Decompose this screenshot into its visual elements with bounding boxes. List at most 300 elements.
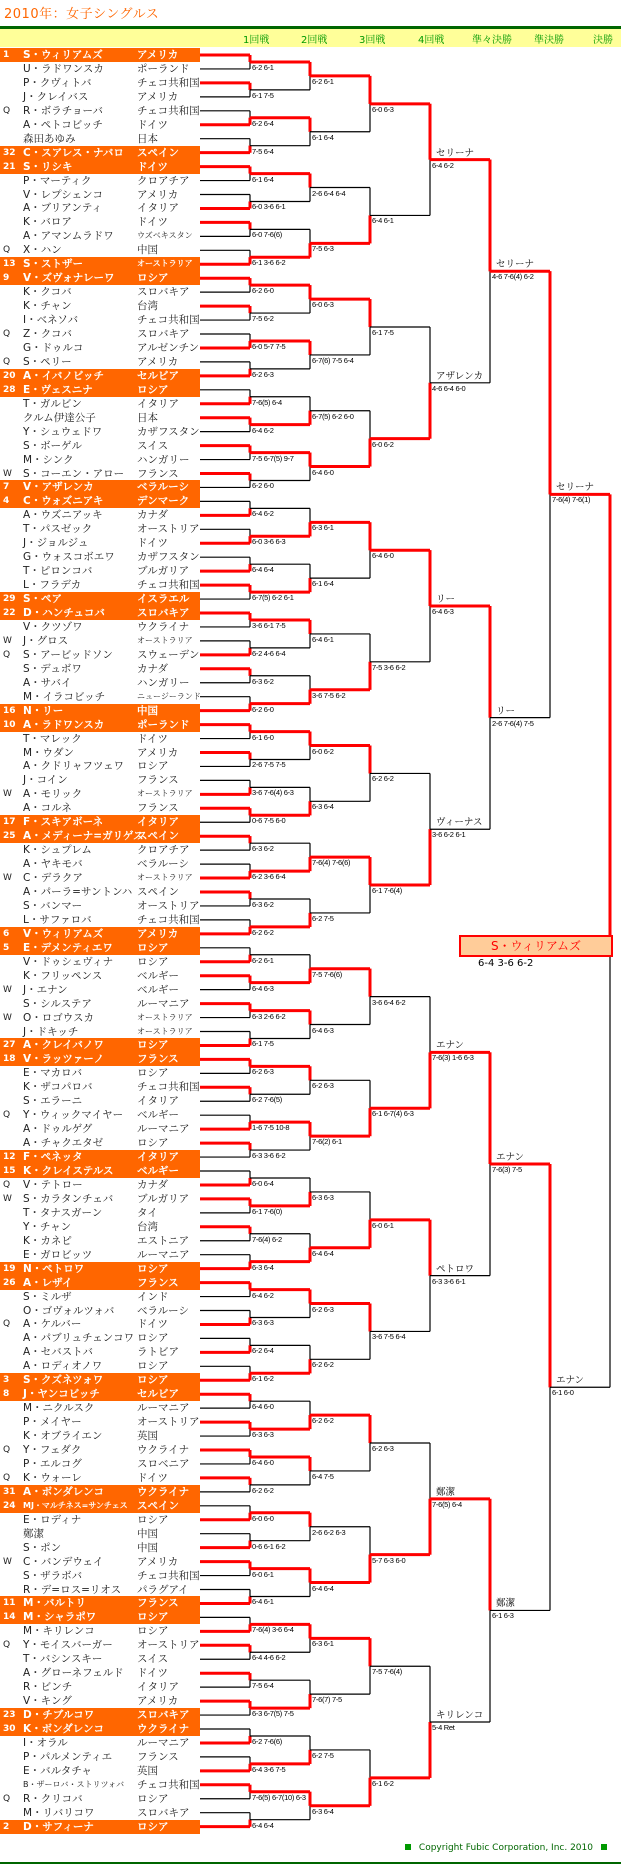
player-name: R・ビンチ bbox=[23, 1681, 73, 1694]
player-country: ルーマニア bbox=[137, 997, 190, 1010]
match-score: 2-6 6-2 6-3 bbox=[312, 1527, 346, 1537]
seed-label: Q bbox=[3, 1179, 11, 1190]
match-score: 6-1 6-2 bbox=[252, 1374, 274, 1384]
match-score: 7-5 6-2 bbox=[252, 314, 274, 324]
player-name: S・ストザー bbox=[23, 258, 84, 271]
player-name: P・メイヤー bbox=[23, 1416, 82, 1429]
player-country: デンマーク bbox=[137, 495, 190, 508]
match-score: 6-3 6-1 bbox=[312, 523, 334, 533]
final-score: 6-4 3-6 6-2 bbox=[478, 958, 534, 969]
match-score: 6-2 6-1 bbox=[252, 955, 274, 965]
player-country: アメリカ bbox=[137, 49, 179, 61]
player-country: オーストリア bbox=[137, 899, 200, 912]
round-label: 1回戦 bbox=[243, 35, 270, 46]
player-country: アメリカ bbox=[137, 746, 179, 759]
seed-label: 4 bbox=[3, 496, 10, 507]
player-name: K・ウォーレ bbox=[23, 1471, 82, 1484]
player-name: M・バルトリ bbox=[23, 1597, 86, 1610]
player-country: スロバキア bbox=[137, 1709, 190, 1722]
seed-label: Q bbox=[3, 649, 11, 660]
match-score: 6-0 6-1 bbox=[252, 1569, 274, 1579]
match-score: 2-6 6-4 6-4 bbox=[312, 188, 346, 198]
player-country: ウクライナ bbox=[137, 1444, 190, 1456]
player-name: Y・ウィックマイヤー bbox=[23, 1109, 124, 1122]
player-country: ロシア bbox=[137, 1360, 169, 1373]
match-score: 6-3 6-3 bbox=[252, 1318, 274, 1328]
player-name: S・ポン bbox=[23, 1541, 62, 1554]
seed-label: 30 bbox=[3, 1724, 16, 1734]
player-country: カナダ bbox=[137, 662, 168, 675]
player-country: ルーマニア bbox=[137, 1402, 190, 1415]
match-score: 7-6(4) 7-6(1) bbox=[552, 495, 591, 505]
player-name: P・パルメンティエ bbox=[23, 1750, 113, 1763]
player-country: スウェーデン bbox=[137, 648, 200, 661]
match-winner: 鄭潔 bbox=[436, 1486, 456, 1498]
match-score: 3-6 7-5 6-2 bbox=[312, 690, 346, 700]
match-score: 6-4 6-4 bbox=[252, 1820, 274, 1830]
player-name: T・バシンスキー bbox=[23, 1653, 103, 1666]
player-country: ドイツ bbox=[137, 216, 168, 229]
player-country: ロシア bbox=[137, 272, 169, 285]
match-score: 7-6(4) 6-2 bbox=[252, 1234, 282, 1244]
player-country: ポーランド bbox=[137, 718, 190, 731]
player-country: イタリア bbox=[137, 1151, 179, 1164]
player-name: S・ペア bbox=[23, 593, 63, 606]
player-country: ウクライナ bbox=[137, 1485, 190, 1498]
player-country: ロシア bbox=[137, 1792, 169, 1805]
match-score: 6-1 7-6(0) bbox=[252, 1206, 282, 1216]
seed-label: 31 bbox=[3, 1486, 16, 1497]
player-name: A・ケルバー bbox=[23, 1318, 82, 1331]
match-winner: セリーナ bbox=[496, 259, 535, 271]
player-country: 中国 bbox=[137, 1541, 158, 1554]
player-country: ロシア bbox=[137, 1611, 169, 1624]
player-name: J・ジョルジュ bbox=[23, 537, 89, 550]
player-country: アメリカ bbox=[137, 1555, 179, 1568]
match-score: 6-0 5-7 7-5 bbox=[252, 341, 286, 351]
match-score: 7-6(7) 7-5 bbox=[312, 1695, 342, 1705]
player-country: アルゼンチン bbox=[137, 341, 200, 354]
player-name: V・ドゥシェヴィナ bbox=[23, 955, 114, 968]
player-country: ポーランド bbox=[137, 62, 190, 75]
player-name: L・サファロバ bbox=[23, 913, 92, 926]
player-name: 森田あゆみ bbox=[23, 132, 76, 145]
player-country: ロシア bbox=[137, 941, 169, 954]
round-label: 準決勝 bbox=[534, 35, 564, 46]
seed-label: 23 bbox=[3, 1710, 16, 1721]
player-country: ハンガリー bbox=[137, 676, 190, 689]
player-name: A・ラドワンスカ bbox=[23, 718, 105, 731]
player-country: オーストラリア bbox=[137, 259, 193, 269]
player-country: ルーマニア bbox=[137, 1123, 190, 1136]
match-score: 6-7(6) 7-5 6-4 bbox=[312, 355, 354, 365]
match-score: 6-3 6-3 bbox=[312, 1192, 334, 1202]
player-name: T・タナスガーン bbox=[23, 1206, 103, 1219]
seed-label: W bbox=[3, 873, 12, 884]
player-country: ロシア bbox=[137, 1262, 169, 1275]
player-name: A・ヤキモバ bbox=[23, 858, 83, 871]
player-country: スペイン bbox=[137, 830, 179, 843]
match-score: 6-2 6-2 bbox=[312, 1416, 334, 1426]
match-score: 6-0 6-4 bbox=[252, 1178, 274, 1188]
player-country: ロシア bbox=[137, 1137, 169, 1150]
player-country: イタリア bbox=[137, 397, 179, 410]
match-score: 6-0 7-6(6) bbox=[252, 230, 282, 240]
player-country: カザフスタン bbox=[137, 425, 200, 438]
player-country: ロシア bbox=[137, 1067, 169, 1080]
player-country: ロシア bbox=[137, 1820, 169, 1833]
player-name: S・ペリー bbox=[23, 355, 72, 368]
seed-label: Q bbox=[3, 1640, 11, 1651]
seed-label: W bbox=[3, 1556, 12, 1567]
seed-label: W bbox=[3, 468, 12, 479]
player-name: I・オラル bbox=[23, 1736, 68, 1749]
player-country: オーストリア bbox=[137, 1639, 200, 1652]
player-country: チェコ共和国 bbox=[137, 1081, 200, 1094]
player-country: ウクライナ bbox=[137, 620, 190, 633]
player-country: スペイン bbox=[137, 146, 179, 159]
match-score: 6-2 6-1 bbox=[312, 76, 334, 86]
player-country: イタリア bbox=[137, 816, 179, 829]
player-name: A・クレイバノワ bbox=[23, 1039, 104, 1052]
player-name: K・オブライエン bbox=[23, 1430, 103, 1443]
player-name: K・クコバ bbox=[23, 286, 72, 299]
match-score: 7-6(4) 3-6 6-4 bbox=[252, 1625, 294, 1635]
player-name: S・コーエン・アロー bbox=[23, 467, 125, 480]
seed-label: 29 bbox=[3, 594, 16, 605]
seed-label: 27 bbox=[3, 1040, 16, 1051]
player-name: D・サフィーナ bbox=[23, 1820, 94, 1833]
player-name: M・イラコビッチ bbox=[23, 690, 106, 703]
seed-label: 5 bbox=[3, 942, 10, 953]
match-winner: ペトロワ bbox=[436, 1263, 475, 1275]
seed-label: Q bbox=[3, 1445, 11, 1455]
player-country: フランス bbox=[137, 1276, 179, 1289]
player-name: D・ハンチュコバ bbox=[23, 607, 105, 619]
player-name: E・マカロバ bbox=[23, 1067, 83, 1080]
match-score: 6-3 6-2 bbox=[252, 844, 274, 854]
player-name: A・クドリャフツェワ bbox=[23, 760, 124, 773]
seed-label: 2 bbox=[3, 1821, 10, 1832]
player-name: V・キング bbox=[23, 1695, 72, 1708]
match-winner: ヴィーナス bbox=[436, 817, 483, 829]
player-country: ロシア bbox=[137, 1513, 169, 1526]
player-name: T・ガルビン bbox=[23, 397, 82, 410]
player-country: チェコ共和国 bbox=[137, 1778, 200, 1791]
player-country: オーストラリア bbox=[137, 789, 193, 799]
match-score: 7-6(3) 7-5 bbox=[492, 1165, 522, 1175]
match-score: 1-6 7-5 10-8 bbox=[252, 1123, 290, 1133]
match-score: 6-3 6-3 bbox=[252, 1430, 274, 1440]
match-score: 6-4 6-1 bbox=[372, 216, 394, 226]
player-country: ロシア bbox=[137, 1332, 169, 1345]
champion-box: S・ウィリアムズ bbox=[459, 935, 613, 957]
match-score: 6-2 6-2 bbox=[252, 927, 274, 937]
seed-label: 21 bbox=[3, 161, 16, 172]
player-country: チェコ共和国 bbox=[137, 314, 200, 327]
seed-label: 7 bbox=[3, 482, 10, 493]
player-country: スロバキア bbox=[137, 1806, 190, 1819]
player-country: ベラルーシ bbox=[137, 481, 189, 494]
player-country: ベラルーシ bbox=[137, 858, 189, 871]
match-score: 6-4 6-2 bbox=[432, 160, 454, 170]
match-winner: アザレンカ bbox=[436, 370, 484, 382]
seed-label: 11 bbox=[3, 1598, 16, 1609]
match-score: 6-2 6-3 bbox=[252, 369, 274, 379]
match-score: 6-0 6-0 bbox=[252, 1513, 274, 1523]
player-name: A・イバノビッチ bbox=[23, 369, 104, 382]
seed-label: 3 bbox=[3, 1375, 10, 1386]
match-score: 6-4 6-3 bbox=[432, 607, 454, 617]
match-score: 6-1 7-6(4) bbox=[372, 886, 402, 896]
player-country: ベルギー bbox=[137, 983, 179, 996]
match-score: 6-4 4-6 6-2 bbox=[252, 1653, 286, 1663]
player-name: M・キリレンコ bbox=[23, 1625, 95, 1638]
seed-label: Q bbox=[3, 245, 11, 256]
player-name: S・ボーゲル bbox=[23, 439, 82, 452]
player-country: 中国 bbox=[137, 1527, 158, 1540]
match-score: 6-4 6-2 bbox=[252, 1290, 274, 1300]
player-country: ロシア bbox=[137, 955, 169, 968]
match-score: 6-3 6-4 bbox=[312, 1806, 334, 1816]
player-name: S・カラタンチェバ bbox=[23, 1192, 114, 1205]
square-bullet-icon bbox=[405, 1844, 411, 1850]
match-score: 6-4 6-0 bbox=[312, 467, 334, 477]
match-score: 6-3 6-4 bbox=[252, 1262, 274, 1272]
match-score: 6-2 6-3 bbox=[312, 1081, 334, 1091]
player-country: スロバキア bbox=[137, 328, 190, 340]
player-country: イタリア bbox=[137, 202, 179, 215]
player-name: B・ザーロバ・ストリツォバ bbox=[23, 1779, 125, 1789]
seed-label: 9 bbox=[3, 273, 10, 284]
player-name: C・スアレス・ナバロ bbox=[23, 146, 124, 159]
match-score: 7-5 6-4 bbox=[252, 146, 274, 156]
player-country: タイ bbox=[137, 1206, 158, 1219]
match-score: 6-2 7-6(5) bbox=[252, 1095, 282, 1105]
match-score: 6-2 7-6(6) bbox=[252, 1736, 282, 1746]
match-score: 6-4 3-6 7-5 bbox=[252, 1764, 286, 1774]
player-name: P・クヴィトバ bbox=[23, 76, 92, 89]
match-score: 6-2 6-0 bbox=[252, 286, 274, 296]
seed-label: W bbox=[3, 1012, 12, 1023]
player-name: A・ブリアンティ bbox=[23, 202, 103, 215]
player-country: 中国 bbox=[137, 244, 158, 257]
match-score: 6-4 6-0 bbox=[252, 1402, 274, 1412]
player-name: J・ドキッチ bbox=[23, 1025, 79, 1038]
match-winner: セリーナ bbox=[556, 482, 595, 494]
player-name: クルム伊達公子 bbox=[23, 411, 96, 424]
player-country: カナダ bbox=[137, 509, 168, 522]
player-name: S・エラーニ bbox=[23, 1095, 83, 1108]
match-score: 7-6(5) 6-4 bbox=[252, 397, 282, 407]
player-country: チェコ共和国 bbox=[137, 579, 200, 592]
player-country: アメリカ bbox=[137, 355, 179, 368]
player-name: V・ウィリアムズ bbox=[23, 927, 104, 940]
player-country: 日本 bbox=[137, 132, 158, 145]
player-country: ルーマニア bbox=[137, 1736, 190, 1749]
player-country: イタリア bbox=[137, 1681, 179, 1694]
player-country: オーストラリア bbox=[137, 635, 193, 645]
player-country: オーストラリア bbox=[137, 1012, 193, 1022]
player-name: I・ベネソバ bbox=[23, 314, 79, 327]
player-name: M・リバリコワ bbox=[23, 1806, 95, 1819]
player-name: A・レザイ bbox=[23, 1276, 73, 1289]
match-score: 6-1 6-4 bbox=[312, 132, 334, 142]
seed-label: Q bbox=[3, 105, 11, 116]
player-name: J・エナン bbox=[23, 983, 68, 996]
player-country: ロシア bbox=[137, 760, 169, 773]
match-winner: エナン bbox=[556, 1375, 585, 1387]
seed-label: 28 bbox=[3, 384, 16, 395]
player-name: Z・クコバ bbox=[23, 328, 72, 340]
match-winner: リー bbox=[436, 594, 456, 606]
player-name: A・ドゥルゲグ bbox=[23, 1123, 93, 1136]
player-country: イタリア bbox=[137, 1095, 179, 1108]
match-score: 6-4 6-0 bbox=[252, 1457, 274, 1467]
player-name: N・リー bbox=[23, 704, 64, 717]
match-score: 0-6 7-5 6-0 bbox=[252, 816, 286, 826]
player-name: M・シンク bbox=[23, 453, 74, 466]
match-score: 6-2 6-2 bbox=[372, 774, 394, 784]
seed-label: Q bbox=[3, 1319, 11, 1330]
player-name: A・モリック bbox=[23, 788, 83, 801]
player-name: A・ウズニアッキ bbox=[23, 509, 103, 522]
player-name: R・クリコバ bbox=[23, 1792, 83, 1805]
player-country: チェコ共和国 bbox=[137, 104, 200, 117]
player-country: ドイツ bbox=[137, 732, 168, 745]
match-score: 6-2 6-4 bbox=[252, 1346, 274, 1356]
player-name: E・バルタチャ bbox=[23, 1764, 92, 1777]
player-name: F・ペネッタ bbox=[23, 1151, 83, 1164]
bottom-divider bbox=[0, 1862, 621, 1864]
player-name: Y・モイスバーガー bbox=[23, 1639, 113, 1652]
player-name: A・コルネ bbox=[23, 802, 72, 815]
round-label: 準々決勝 bbox=[472, 35, 512, 46]
player-name: S・デュボワ bbox=[23, 662, 82, 675]
match-score: 6-3 6-2 bbox=[252, 676, 274, 686]
match-score: 6-4 7-5 bbox=[312, 1471, 334, 1481]
player-country: フランス bbox=[137, 467, 179, 480]
player-country: ベラルーシ bbox=[137, 1304, 189, 1317]
match-score: 6-1 3-6 6-2 bbox=[252, 258, 286, 268]
player-country: フランス bbox=[137, 1750, 179, 1763]
seed-label: 32 bbox=[3, 147, 16, 158]
player-country: ドイツ bbox=[137, 118, 168, 131]
player-name: U・ラドワンスカ bbox=[23, 62, 104, 75]
player-country: スペイン bbox=[137, 1499, 179, 1512]
player-name: V・ズヴォナレーワ bbox=[23, 272, 115, 285]
match-score: 4-6 6-4 6-0 bbox=[432, 383, 466, 393]
player-name: O・ロゴウスカ bbox=[23, 1011, 94, 1024]
match-winner: リー bbox=[496, 705, 516, 717]
match-score: 6-1 6-0 bbox=[252, 732, 274, 742]
player-country: ルーマニア bbox=[137, 1248, 190, 1261]
player-country: ブルガリア bbox=[137, 1192, 190, 1205]
seed-label: 6 bbox=[3, 928, 10, 939]
player-name: S・バンマー bbox=[23, 899, 83, 912]
player-country: ドイツ bbox=[137, 1667, 168, 1680]
player-country: スイス bbox=[137, 439, 169, 452]
player-country: スイス bbox=[137, 1653, 169, 1666]
match-score: 6-4 6-4 bbox=[312, 1248, 334, 1258]
match-score: 6-2 6-1 bbox=[252, 62, 274, 72]
match-score: 6-0 6-3 bbox=[372, 104, 394, 114]
match-score: 6-0 3-6 6-3 bbox=[252, 537, 286, 547]
player-country: ロシア bbox=[137, 1374, 169, 1387]
player-name: T・パスゼック bbox=[23, 523, 93, 536]
match-score: 6-1 6-4 bbox=[252, 174, 274, 184]
player-country: 日本 bbox=[137, 411, 158, 424]
match-score: 6-2 6-3 bbox=[252, 1067, 274, 1077]
seed-label: 12 bbox=[3, 1152, 16, 1163]
match-score: 7-5 6-7(5) 9-7 bbox=[252, 453, 294, 463]
match-score: 7-6(2) 6-1 bbox=[312, 1137, 342, 1147]
player-country: フランス bbox=[137, 1597, 179, 1610]
player-country: カザフスタン bbox=[137, 551, 200, 564]
player-country: エストニア bbox=[137, 1234, 190, 1247]
seed-label: 8 bbox=[3, 1389, 10, 1400]
round-label: 2回戦 bbox=[301, 35, 328, 46]
player-country: ラトビア bbox=[137, 1346, 179, 1359]
page-title: 2010年：女子シングルス bbox=[4, 7, 160, 22]
match-score: 6-4 6-2 bbox=[252, 509, 274, 519]
seed-label: 26 bbox=[3, 1277, 16, 1288]
match-score: 6-0 6-2 bbox=[372, 439, 394, 449]
player-country: オーストリア bbox=[137, 523, 200, 536]
match-score: 5-7 6-3 6-0 bbox=[372, 1555, 406, 1565]
player-name: K・チャン bbox=[23, 300, 72, 313]
player-country: チェコ共和国 bbox=[137, 1569, 200, 1582]
seed-label: W bbox=[3, 635, 12, 646]
match-score: 6-7(5) 6-2 6-1 bbox=[252, 593, 294, 603]
match-score: 3-6 7-6(4) 6-3 bbox=[252, 788, 294, 798]
match-score: 3-6 6-2 6-1 bbox=[432, 830, 466, 840]
seed-label: 1 bbox=[3, 50, 10, 60]
match-score: 6-1 7-5 bbox=[252, 1039, 274, 1049]
player-country: パラグアイ bbox=[137, 1583, 189, 1596]
player-name: S・アービッドソン bbox=[23, 648, 113, 661]
match-score: 2-6 7-5 7-5 bbox=[252, 760, 286, 770]
match-score: 7-6(5) 6-4 bbox=[432, 1499, 462, 1509]
match-score: 7-5 6-4 bbox=[252, 1681, 274, 1691]
player-name: X・ハン bbox=[23, 244, 62, 257]
seed-label: Q bbox=[3, 1472, 11, 1483]
match-score: 6-2 6-4 bbox=[252, 118, 274, 128]
player-name: J・グロス bbox=[23, 634, 69, 647]
round-label: 4回戦 bbox=[418, 35, 445, 46]
seed-label: W bbox=[3, 984, 12, 995]
match-score: 7-5 3-6 6-2 bbox=[372, 662, 406, 672]
player-country: 中国 bbox=[137, 704, 158, 717]
player-name: E・ヴェスニナ bbox=[23, 383, 93, 396]
match-score: 4-6 7-6(4) 6-2 bbox=[492, 272, 534, 282]
player-country: イスラエル bbox=[137, 593, 190, 606]
player-name: V・ラッツァーノ bbox=[23, 1053, 105, 1066]
player-country: セルビア bbox=[137, 369, 179, 382]
player-name: C・デラクア bbox=[23, 872, 83, 885]
player-name: V・クツゾワ bbox=[23, 620, 83, 633]
match-winner: 鄭潔 bbox=[496, 1598, 516, 1610]
round-label: 決勝 bbox=[593, 35, 613, 46]
match-winner: エナン bbox=[496, 1152, 525, 1164]
player-name: L・フラデカ bbox=[23, 579, 82, 592]
player-name: A・メディーナ=ガリゲス bbox=[23, 830, 144, 843]
player-name: S・クズネツォワ bbox=[23, 1374, 104, 1387]
player-country: ウクライナ bbox=[137, 1723, 190, 1735]
match-score: 6-3 3-6 6-1 bbox=[432, 1276, 466, 1286]
player-name: S・ザラボバ bbox=[23, 1569, 83, 1582]
match-score: 6-0 6-2 bbox=[312, 746, 334, 756]
